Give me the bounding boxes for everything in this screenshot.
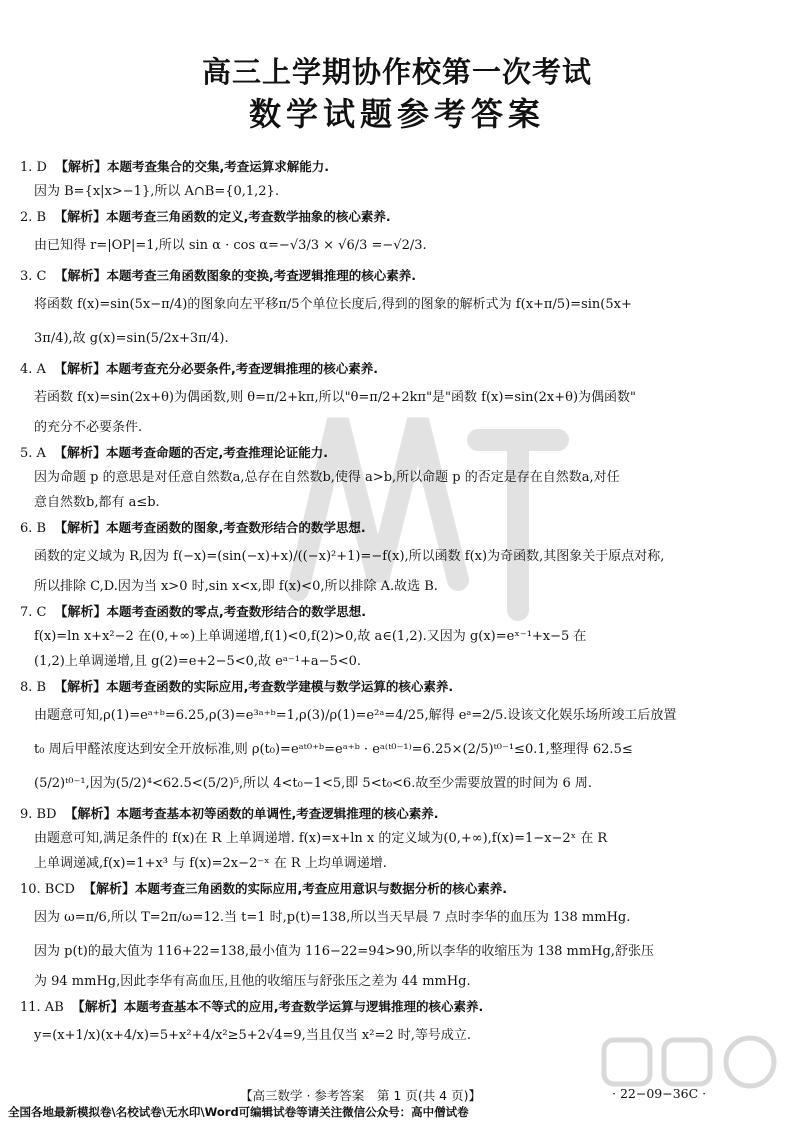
answer-number: 2. B	[20, 210, 47, 225]
analysis-description: 本题考查集合的交集,考查运算求解能力.	[106, 159, 329, 174]
answer-heading	[20, 878, 772, 901]
answer-heading	[20, 156, 772, 179]
solution-line: 因为 B={x|x>−1},所以 A∩B={0,1,2}.	[34, 184, 279, 199]
answer-item-2	[20, 206, 772, 263]
page-number: 【高三数学 · 参考答案 第 1 页(共 4 页)】	[240, 1088, 481, 1103]
promo-note: 全国各地最新模拟卷\名校试卷\无水印\Word可编辑试卷等请关注微信公众号：高中僧试卷	[8, 1105, 469, 1119]
answer-heading	[20, 676, 772, 699]
solution-line: 为 94 mmHg,因此李华有高血压,且他的收缩压与舒张压之差为 44 mmHg.	[34, 974, 471, 989]
solution-line: (5/2)ᵗ⁰⁻¹,因为(5/2)⁴<62.5<(5/2)⁵,所以 4<t₀−1<5,即 5<t₀<6.故至少需要放置的时间为 6 周.	[34, 776, 592, 791]
analysis-description: 本题考查基本不等式的应用,考查数学运算与逻辑推理的核心素养.	[123, 999, 484, 1014]
solution-line: 的充分不必要条件.	[34, 420, 143, 435]
title-block	[0, 54, 794, 136]
answer-number: 1. D	[20, 160, 47, 175]
exam-code: · 22−09−36C ·	[612, 1086, 707, 1101]
analysis-description: 本题考查函数的零点,考查数形结合的数学思想.	[106, 604, 366, 619]
solution-line: 因为 p(t)的最大值为 116+22=138,最小值为 116−22=94>90,所以李华的收缩压为 138 mmHg,舒张压	[34, 944, 654, 959]
solution-line: (1,2)上单调递增,且 g(2)=e+2−5<0,故 eᵃ⁻¹+a−5<0.	[34, 654, 362, 669]
solution-line: 所以排除 C,D.因为当 x>0 时,sin x<x,即 f(x)<0,所以排除 A.故选 B.	[34, 579, 438, 594]
answer-item-6	[20, 517, 772, 599]
analysis-tag: 【解析】	[71, 1000, 124, 1015]
answer-key-title: 数学试题参考答案	[248, 95, 545, 133]
answer-heading	[20, 265, 772, 288]
answer-item-3	[20, 265, 772, 356]
solution-line: 意自然数b,都有 a≤b.	[34, 495, 160, 510]
answer-number: 11. AB	[20, 1000, 64, 1015]
answer-item-10	[20, 878, 772, 994]
answer-heading	[20, 206, 772, 229]
answer-heading	[20, 601, 772, 624]
solution-line: 将函数 f(x)=sin(5x−π/4)的图象向左平移π/5个单位长度后,得到的图象的解析式为 f(x+π/5)=sin(5x+	[34, 297, 632, 312]
answer-list	[20, 156, 772, 1055]
answer-heading	[20, 517, 772, 540]
answer-number: 5. A	[20, 446, 46, 461]
analysis-description: 本题考查三角函数的定义,考查数学抽象的核心素养.	[106, 209, 391, 224]
answer-number: 4. A	[20, 362, 46, 377]
analysis-tag: 【解析】	[54, 210, 107, 225]
answer-item-8	[20, 676, 772, 801]
solution-line: 因为 ω=π/6,所以 T=2π/ω=12.当 t=1 时,p(t)=138,所以当天早晨 7 点时李华的血压为 138 mmHg.	[34, 910, 631, 925]
answer-number: 6. B	[20, 521, 47, 536]
solution-line: 由题意可知,ρ(1)=eᵃ⁺ᵇ=6.25,ρ(3)=e³ᵃ⁺ᵇ=1,ρ(3)/ρ(1)=e²ᵃ=4/25,解得 eᵃ=2/5.设该文化娱乐场所竣工后放置	[34, 708, 677, 723]
analysis-description: 本题考查命题的否定,考查推理论证能力.	[105, 445, 328, 460]
solution-line: 因为命题 p 的意思是对任意自然数a,总存在自然数b,使得 a>b,所以命题 p 的否定是存在自然数a,对任	[34, 470, 620, 485]
solution-line: 若函数 f(x)=sin(2x+θ)为偶函数,则 θ=π/2+kπ,所以"θ=π/2+2kπ"是"函数 f(x)=sin(2x+θ)为偶函数"	[34, 390, 636, 405]
analysis-tag: 【解析】	[54, 680, 107, 695]
answer-item-4	[20, 358, 772, 440]
answer-heading	[20, 996, 772, 1019]
answer-number: 9. BD	[20, 807, 57, 822]
answer-heading	[20, 803, 772, 826]
answer-item-1	[20, 156, 772, 204]
solution-line: 由已知得 r=|OP|=1,所以 sin α · cos α=−√3/3 × √6/3 =−√2/3.	[34, 238, 427, 253]
answer-number: 8. B	[20, 680, 47, 695]
analysis-description: 本题考查函数的图象,考查数形结合的数学思想.	[106, 520, 366, 535]
analysis-description: 本题考查三角函数图象的变换,考查逻辑推理的核心素养.	[106, 268, 416, 283]
analysis-tag: 【解析】	[54, 269, 107, 284]
analysis-description: 本题考查函数的实际应用,考查数学建模与数学运算的核心素养.	[106, 679, 454, 694]
solution-line: 由题意可知,满足条件的 f(x)在 R 上单调递增. f(x)=x+ln x 的定义域为(0,+∞),f(x)=1−x−2ˣ 在 R	[34, 831, 608, 846]
answer-item-9	[20, 803, 772, 876]
analysis-description: 本题考查三角函数的实际应用,考查应用意识与数据分析的核心素养.	[135, 881, 507, 896]
analysis-description: 本题考查基本初等函数的单调性,考查逻辑推理的核心素养.	[116, 806, 439, 821]
answer-heading	[20, 442, 772, 465]
analysis-description: 本题考查充分必要条件,考查逻辑推理的核心素养.	[105, 361, 378, 376]
answer-number: 10. BCD	[20, 882, 75, 897]
solution-line: 函数的定义域为 R,因为 f(−x)=(sin(−x)+x)/((−x)²+1)=−f(x),所以函数 f(x)为奇函数,其图象关于原点对称,	[34, 549, 665, 564]
analysis-tag: 【解析】	[54, 160, 107, 175]
solution-line: f(x)=ln x+x²−2 在(0,+∞)上单调递增,f(1)<0,f(2)>0,故 a∈(1,2).又因为 g(x)=eˣ⁻¹+x−5 在	[34, 629, 587, 644]
exam-title: 高三上学期协作校第一次考试	[201, 55, 592, 89]
answer-item-11	[20, 996, 772, 1053]
solution-line: y=(x+1/x)(x+4/x)=5+x²+4/x²≥5+2√4=9,当且仅当 x²=2 时,等号成立.	[34, 1028, 472, 1043]
answer-item-5	[20, 442, 772, 515]
answer-number: 3. C	[20, 269, 47, 284]
analysis-tag: 【解析】	[53, 362, 106, 377]
analysis-tag: 【解析】	[82, 882, 135, 897]
solution-line: 上单调递减,f(x)=1+x³ 与 f(x)=2x−2⁻ˣ 在 R 上均单调递增.	[34, 856, 387, 871]
answer-heading	[20, 358, 772, 381]
answer-item-7	[20, 601, 772, 674]
analysis-tag: 【解析】	[64, 807, 117, 822]
analysis-tag: 【解析】	[54, 605, 107, 620]
analysis-tag: 【解析】	[53, 446, 106, 461]
solution-line: 3π/4),故 g(x)=sin(5/2x+3π/4).	[34, 331, 229, 346]
analysis-tag: 【解析】	[54, 521, 107, 536]
answer-number: 7. C	[20, 605, 47, 620]
solution-line: t₀ 周后甲醛浓度达到安全开放标准,则 ρ(t₀)=eᵃᵗ⁰⁺ᵇ=eᵃ⁺ᵇ · eᵃ⁽ᵗ⁰⁻¹⁾=6.25×(2/5)ᵗ⁰⁻¹≤0.1,整理得 62.5≤	[34, 742, 633, 757]
